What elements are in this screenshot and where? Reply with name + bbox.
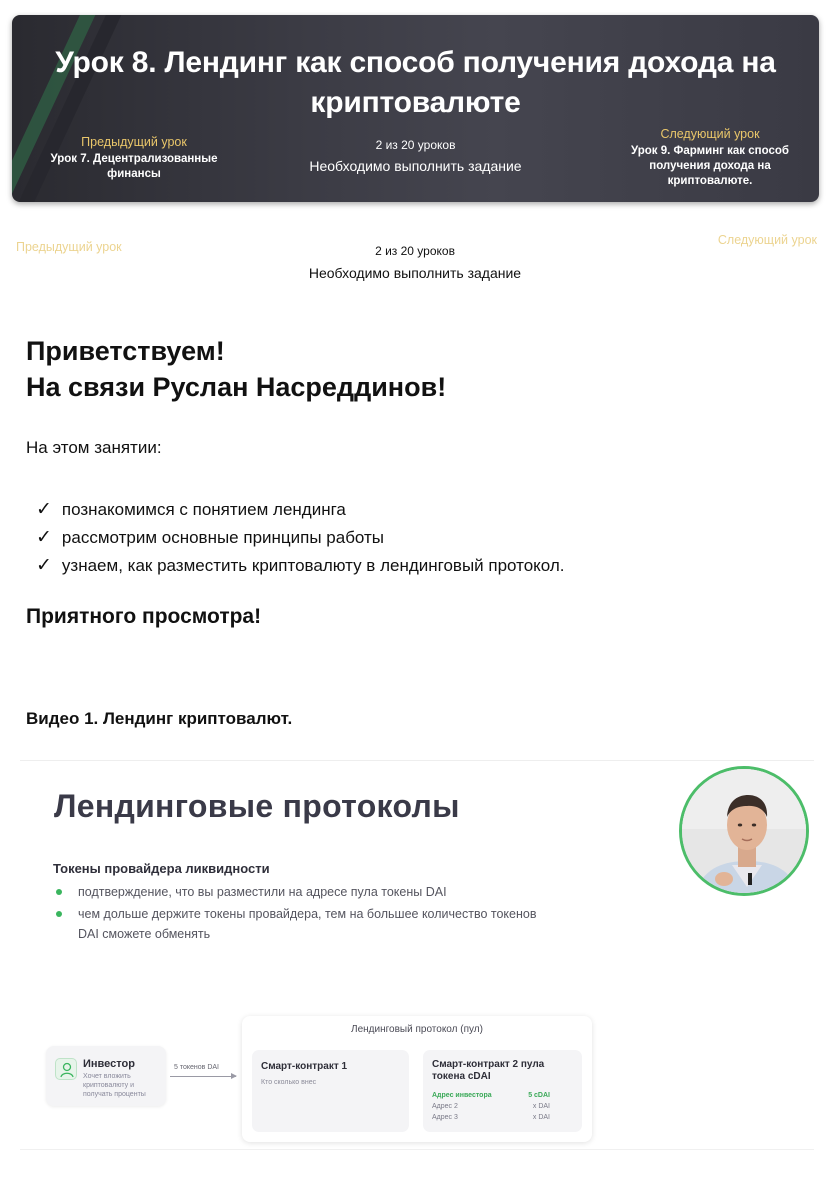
next-lesson-title: Урок 9. Фарминг как способ получения дохода на криптовалюте. (631, 145, 789, 187)
prev-lesson-button[interactable]: Предыдущий урок (16, 240, 122, 254)
arrow-label: 5 токенов DAI (174, 1064, 219, 1071)
list-item (54, 882, 554, 902)
lesson-header-banner (12, 15, 819, 202)
list-item (36, 552, 565, 580)
contract-name: Смарт-контракт 1 (261, 1061, 348, 1072)
slide-title: Лендинговые протоколы (54, 788, 460, 824)
protocol-title: Лендинговый протокол (пул) (351, 1024, 483, 1035)
enjoy-heading: Приятного просмотра! (26, 605, 262, 628)
lesson-checklist (36, 496, 565, 580)
lesson-intro: На этом занятии: (26, 438, 162, 457)
prev-lesson-label: Предыдущий урок (81, 135, 187, 149)
arrow-right-icon (170, 1076, 236, 1077)
lesson-progress-count: 2 из 20 уроков (375, 138, 456, 152)
contract-row (432, 1101, 550, 1112)
investor-description: Хочет вложить криптовалюту и получать проценты (83, 1073, 146, 1098)
presenter-avatar (679, 766, 809, 896)
list-item-text: подтверждение, что вы разместили на адресе пула токены DAI (78, 885, 447, 899)
list-item-text: рассмотрим основные принципы работы (61, 528, 385, 547)
video-player[interactable] (14, 760, 814, 1150)
smart-contract-1 (252, 1050, 409, 1132)
task-status: Необходимо выполнить задание (308, 265, 522, 281)
task-status: Необходимо выполнить задание (309, 158, 522, 174)
lesson-nav-row (0, 232, 840, 282)
list-item (36, 496, 565, 524)
slide-bullets (54, 882, 554, 946)
contract-row (432, 1090, 550, 1101)
divider (20, 760, 814, 761)
row-label: Адрес 3 (432, 1114, 458, 1121)
check-icon: ✓ (36, 555, 52, 576)
prev-lesson-link[interactable] (34, 135, 234, 182)
lending-protocol-box (242, 1016, 592, 1142)
row-label: Адрес инвестора (432, 1092, 492, 1099)
list-item-text: познакомимся с понятием лендинга (61, 500, 346, 519)
row-label: Адрес 2 (432, 1103, 458, 1110)
smart-contract-2 (423, 1050, 582, 1132)
row-value: 5 cDAI (528, 1092, 550, 1099)
divider (20, 1149, 814, 1150)
lesson-progress-count: 2 из 20 уроков (375, 244, 455, 258)
greeting-line-2: На связи Руслан Насреддинов! (26, 372, 447, 402)
video-title: Видео 1. Лендинг криптовалют. (26, 709, 293, 728)
next-lesson-link[interactable] (610, 127, 810, 189)
investor-icon (55, 1058, 77, 1080)
list-item (36, 524, 565, 552)
lesson-progress-secondary (270, 244, 560, 281)
contract-note: Кто сколько внес (261, 1079, 317, 1086)
greeting-line-1: Приветствуем! (26, 336, 225, 366)
row-value: x DAI (532, 1114, 550, 1121)
check-icon: ✓ (36, 527, 52, 548)
check-icon: ✓ (36, 499, 52, 520)
slide-subtitle: Токены провайдера ликвидности (53, 861, 270, 876)
bullet-dot-icon (56, 911, 62, 917)
lesson-title: Урок 8. Лендинг как способ получения дохода на криптовалюте (55, 46, 776, 119)
investor-name: Инвестор (83, 1058, 135, 1070)
next-lesson-label: Следующий урок (660, 127, 760, 141)
row-value: x DAI (532, 1103, 550, 1110)
greeting-heading (26, 333, 446, 405)
list-item-text: узнаем, как разместить криптовалюту в лендинговый протокол. (61, 556, 565, 575)
prev-lesson-title: Урок 7. Децентрализованные финансы (50, 153, 218, 180)
next-lesson-button[interactable]: Следующий урок (717, 233, 817, 247)
lesson-progress (282, 138, 549, 174)
bullet-dot-icon (56, 889, 62, 895)
contract-name: Смарт-контракт 2 пула токена cDAI (432, 1059, 545, 1082)
investor-card (46, 1046, 166, 1106)
list-item-text: чем дольше держите токены провайдера, тем на большее количество токенов DAI сможете обменять (78, 907, 537, 941)
contract-row (432, 1112, 550, 1123)
presenter-portrait-icon (682, 769, 809, 896)
list-item (54, 904, 554, 944)
contract-rows (432, 1090, 550, 1123)
